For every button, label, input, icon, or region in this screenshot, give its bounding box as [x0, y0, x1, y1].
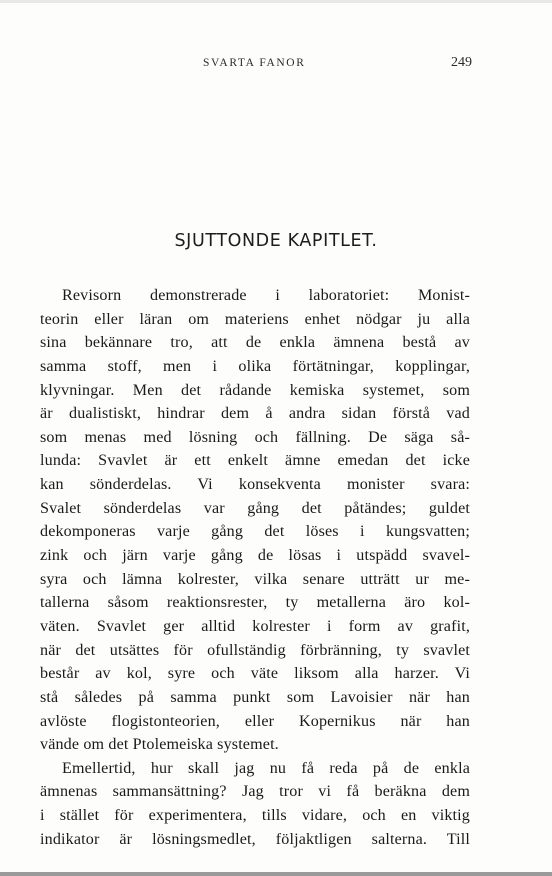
text-line: lunda: Svavlet är ett enkelt ämne emedan det icke — [40, 452, 470, 470]
text-line: samma stoff, men i olika förtätningar, kopplingar, — [40, 357, 470, 375]
text-line: Emellertid, hur skall jag nu få reda på de enkla — [62, 759, 470, 777]
text-line: syra och lämna kolrester, vilka senare utträtt ur me- — [40, 570, 470, 588]
text-line: klyvningar. Men det rådande kemiska systemet, som — [40, 381, 470, 399]
running-title: SVARTA FANOR — [203, 57, 306, 69]
text-line: vände om det Ptolemeiska systemet. — [40, 736, 279, 754]
text-line: väten. Svavlet ger alltid kolrester i form av grafit, — [40, 617, 470, 635]
body-text — [40, 284, 470, 851]
text-line: tallerna såsom reaktionsrester, ty metallerna äro kol- — [40, 594, 470, 612]
paragraph-2 — [40, 757, 470, 852]
text-line: när det utsättes för ofullständig förbränning, ty svavlet — [40, 641, 470, 659]
text-line: zink och järn varje gång de lösas i utspädd svavel- — [40, 547, 470, 565]
text-line: indikator är lösningsmedlet, följaktligen salterna. Till — [40, 830, 470, 848]
text-line: Revisorn demonstrerade i laboratoriet: Monist- — [62, 287, 470, 304]
chapter-heading: SJUTTONDE KAPITLET. — [174, 231, 378, 251]
text-line: teorin eller läran om materiens enhet nödgar ju alla — [40, 310, 470, 328]
paragraph-1 — [40, 284, 470, 757]
text-line: består av kol, syre och väte liksom alla harzer. Vi — [40, 665, 470, 683]
text-line: stå således på samma punkt som Lavoisier när han — [40, 688, 470, 706]
page-number: 249 — [451, 55, 472, 70]
text-line: dekomponeras varje gång det löses i kungsvatten; — [40, 523, 470, 541]
text-line: är dualistiskt, hindrar dem å andra sidan förstå vad — [40, 405, 470, 423]
text-line: Svalet sönderdelas var gång det påtändes; guldet — [40, 499, 470, 517]
text-line: avlöste flogistonteorien, eller Kopernikus när han — [40, 712, 470, 730]
running-head — [0, 57, 552, 77]
text-line: sina bekännare tro, att de enkla ämnena bestå av — [40, 334, 470, 352]
text-line: i stället för experimentera, tills vidare, och en viktig — [40, 807, 470, 825]
text-line: som menas med lösning och fällning. De säga så- — [40, 428, 470, 446]
top-edge-rule — [0, 0, 552, 3]
bottom-edge-rule — [0, 872, 552, 876]
text-line: kan sönderdelas. Vi konsekventa monister svara: — [40, 476, 470, 494]
text-line: ämnenas sammansättning? Jag tror vi få beräkna dem — [40, 783, 470, 801]
